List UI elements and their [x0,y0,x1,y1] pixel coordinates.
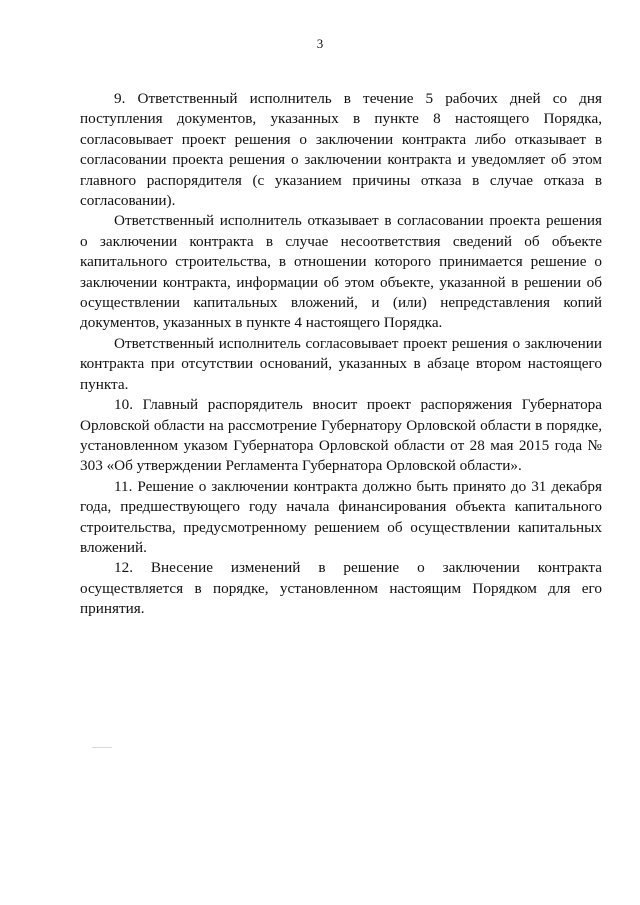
paragraph-9: 9. Ответственный исполнитель в течение 5 рабочих дней со дня поступления документов, указанных в пункте 8 настоящего Порядка, согласовывает проект решения о заключении контракта либо отказывает в согласовании проекта решения о заключении контракта и уведомляет об этом главного распорядителя (с указанием причины отказа в случае отказа в согласовании). [80,90,602,210]
page-number: 3 [316,36,324,51]
scan-speck [92,747,112,748]
paragraph-11: 11. Решение о заключении контракта должно быть принято до 31 декабря года, предшествующего году начала финансирования объекта капитального строительства, предусмотренному решением об осуществлении капитальных вложений. [80,477,602,556]
paragraph-9-approval: Ответственный исполнитель согласовывает проект решения о заключении контракта при отсутствии оснований, указанных в абзаце втором настоящего пункта. [80,334,602,393]
document-body [80,89,602,620]
paragraph-12: 12. Внесение изменений в решение о заключении контракта осуществляется в порядке, установленном настоящим Порядком для его принятия. [80,559,602,618]
paragraph-10: 10. Главный распорядитель вносит проект распоряжения Губернатора Орловской области на рассмотрение Губернатору Орловской области в порядке, установленном указом Губернатора Орловской области от 28 мая 2015 года № 303 «Об утверждении Регламента Губернатора Орловской области». [80,396,602,475]
paragraph-9-refusal: Ответственный исполнитель отказывает в согласовании проекта решения о заключении контракта в случае несоответствия сведений об объекте капитального строительства, в отношении которого принимается решение о заключении контракта, информации об этом объекте, указанной в решении об осуществлении капитальных вложений, и (или) непредставления копий документов, указанных в пункте 4 настоящего Порядка. [80,212,602,332]
